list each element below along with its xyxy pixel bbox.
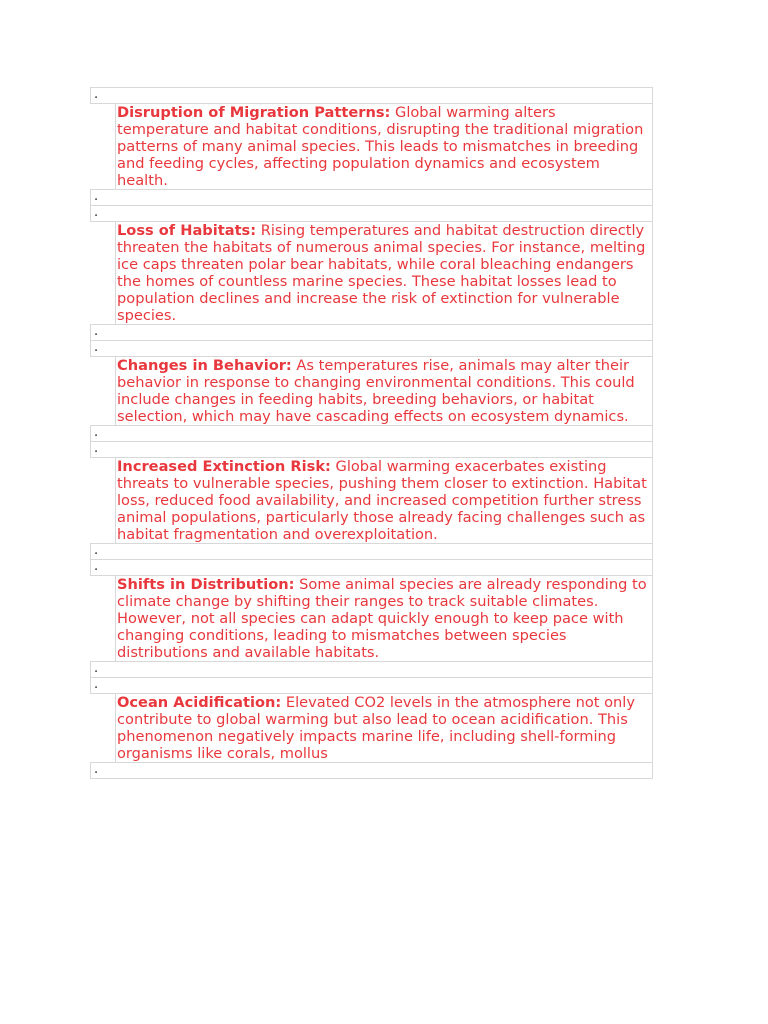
- document-body: [90, 87, 653, 779]
- bullet-dot: .: [94, 87, 99, 102]
- bullet-row: [90, 762, 653, 779]
- bullet-row: [90, 205, 653, 222]
- bullet-row: [90, 189, 653, 206]
- bullet-row: [90, 340, 653, 357]
- bullet-dot: .: [94, 543, 99, 558]
- bullet-row: [90, 441, 653, 458]
- item-heading: Disruption of Migration Patterns:: [117, 104, 391, 121]
- bullet-row: [90, 661, 653, 678]
- bullet-row: [90, 87, 653, 104]
- list-item-migration: [115, 103, 653, 190]
- bullet-dot: .: [94, 340, 99, 355]
- item-heading: Increased Extinction Risk:: [117, 458, 331, 475]
- bullet-row: [90, 324, 653, 341]
- list-item-behavior: [115, 356, 653, 426]
- item-heading: Shifts in Distribution:: [117, 576, 295, 593]
- bullet-row: [90, 425, 653, 442]
- list-item-habitats: [115, 221, 653, 325]
- item-heading: Changes in Behavior:: [117, 357, 292, 374]
- item-heading: Ocean Acidification:: [117, 694, 282, 711]
- bullet-dot: .: [94, 425, 99, 440]
- bullet-dot: .: [94, 762, 99, 777]
- item-text: Elevated CO2 levels in the atmosphere not only contribute to global warming but also lead to ocean acidification. This phenomenon negatively impacts marine life, including shell-forming organisms like corals, mollus: [117, 694, 635, 762]
- bullet-dot: .: [94, 677, 99, 692]
- bullet-row: [90, 543, 653, 560]
- item-heading: Loss of Habitats:: [117, 222, 257, 239]
- bullet-dot: .: [94, 661, 99, 676]
- item-text: Some animal species are already responding to climate change by shifting their ranges to track suitable climates. However, not all species can adapt quickly enough to keep pace with changing conditions, leading to mismatches between species distributions and available habitats.: [117, 576, 647, 661]
- list-item-extinction: [115, 457, 653, 544]
- item-text: As temperatures rise, animals may alter their behavior in response to changing environmental conditions. This could include changes in feeding habits, breeding behaviors, or habitat selection, which may have cascading effects on ecosystem dynamics.: [117, 357, 635, 425]
- bullet-dot: .: [94, 441, 99, 456]
- item-text: Rising temperatures and habitat destruction directly threaten the habitats of numerous animal species. For instance, melting ice caps threaten polar bear habitats, while coral bleaching endangers the homes of countless marine species. These habitat losses lead to population declines and increase the risk of extinction for vulnerable species.: [117, 222, 646, 324]
- bullet-dot: .: [94, 189, 99, 204]
- list-item-acidification: [115, 693, 653, 763]
- bullet-dot: .: [94, 559, 99, 574]
- bullet-row: [90, 677, 653, 694]
- bullet-dot: .: [94, 324, 99, 339]
- list-item-distribution: [115, 575, 653, 662]
- bullet-row: [90, 559, 653, 576]
- item-text: Global warming alters temperature and habitat conditions, disrupting the traditional migration patterns of many animal species. This leads to mismatches in breeding and feeding cycles, affecting population dynamics and ecosystem health.: [117, 104, 644, 189]
- item-text: Global warming exacerbates existing threats to vulnerable species, pushing them closer to extinction. Habitat loss, reduced food availability, and increased competition further stress animal populations, particularly those already facing challenges such as habitat fragmentation and overexploitation.: [117, 458, 647, 543]
- bullet-dot: .: [94, 205, 99, 220]
